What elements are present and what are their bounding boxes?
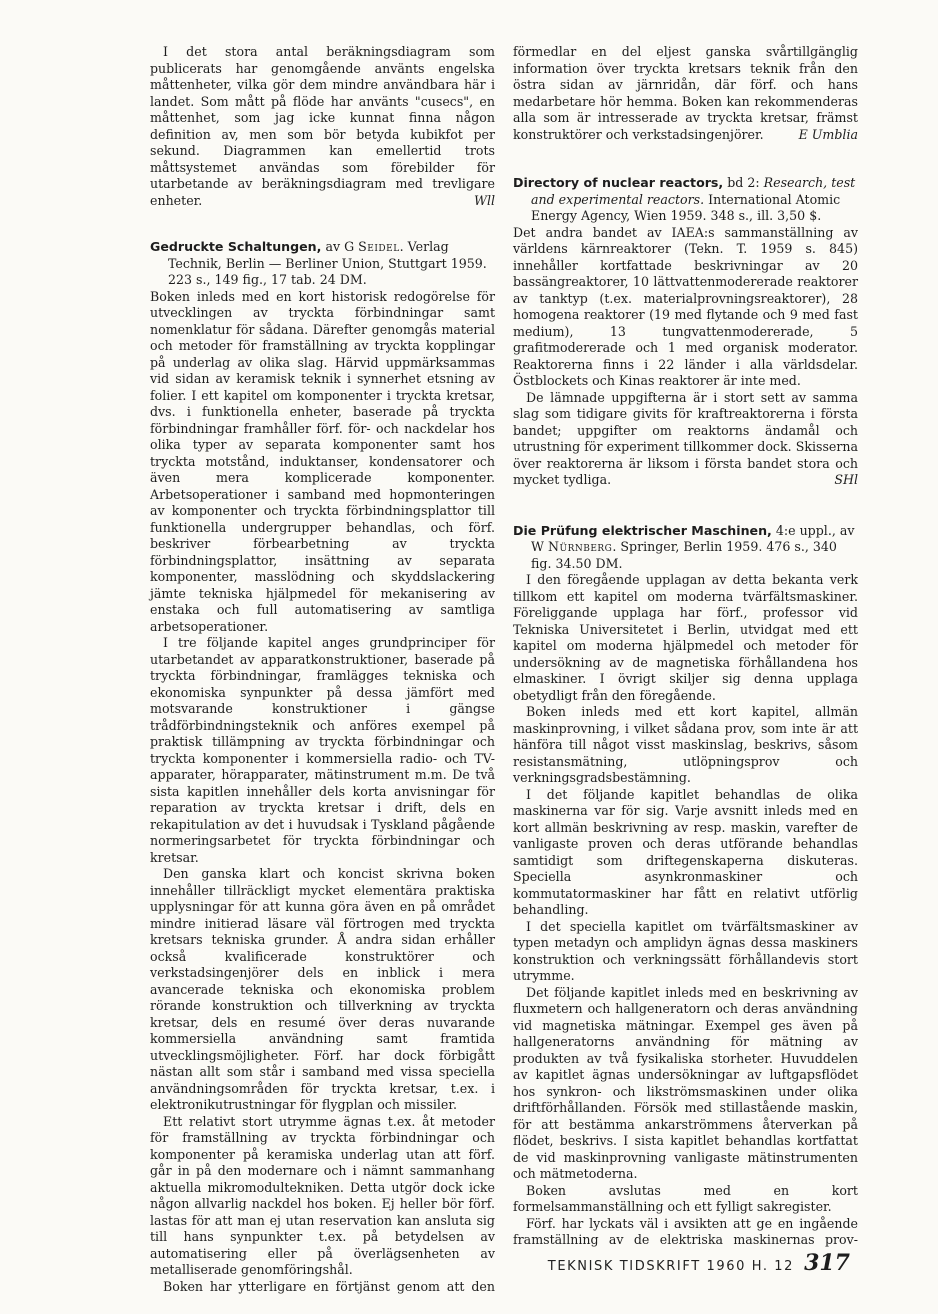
review-publication: International Atomic Energy Agency, Wien 1959. 348 s., ill. 3,50 $. (531, 191, 841, 223)
review-edition: 4:e uppl., av W (531, 522, 855, 554)
review-author: Seidel (358, 239, 400, 254)
journal-name: TEKNISK TIDSKRIFT 1960 H. 12 (547, 1259, 795, 1274)
continuation-signature: E Umblia (798, 126, 858, 142)
review-paragraph: Förf. har lyckats väl i avsikten att ge en ingående framställning av de elektriska maskinernas prov- (513, 1215, 858, 1247)
review-paragraph-text: De lämnade uppgifterna är i stort sett av samma slag som tidigare givits för kraftreaktorerna i första bandet; uppgifter om reaktorns ändamål och utrustning för experiment tillkommer dock. Skisserna över reaktorerna är liksom i första bandet stora och mycket tydliga. (513, 389, 858, 487)
review-paragraph: I det speciella kapitlet om tvärfältsmaskiner av typen metadyn och amplidyn ägnas dessa maskiners konstruktion och verkningssätt förhållandevis stort utrymme. (513, 918, 858, 983)
intro-paragraph-text: I det stora antal beräkningsdiagram som publicerats har genomgående använts engelska måttenheter, vilka gör dem mindre användbara här i landet. Som mått på flöde har använts "cusecs", en måttenhet, som jag icke kunnat finna någon definition av, men som bör betyda kubikfot per sekund. Diagrammen kan emellertid trots måttsystemet användas som förebilder för utarbetande av beräkningsdiagram med trevligare enheter. (150, 44, 495, 208)
review-paragraph: I tre följande kapitel anges grundprinciper för utarbetandet av apparatkonstruktioner, baserade på tryckta förbindningar, framlägges tekniska och ekonomiska synpunkter på dessa jämfört med motsvarande konstruktioner i gängse trådförbindningsteknik och anföres exempel på praktisk tillämpning av tryckta förbindningar och tryckta komponenter i kommersiella radio- och TV-apparater, hörapparater, mätinstrument m.m. De två sista kapitlen innehåller dels korta anvisningar för reparation av tryckta kretsar i drift, dels en rekapitulation av det i huvudsak i Tyskland pågående normeringsarbetet för tryckta förbindningar och kretsar. (150, 635, 495, 865)
review-paragraph: Boken inleds med en kort historisk redogörelse för utvecklingen av tryckta förbindningar samt nomenklatur för sådana. Därefter genomgås material och metoder för framställning av tryckta kopplingar på underlag av olika slag. Härvid uppmärksammas vid sidan av keramisk teknik i synnerhet etsning av folier. I ett kapitel om komponenter i tryckta kretsar, dvs. i funktionella enheter, baserade på tryckta förbindningar framhåller förf. för- och nackdelar hos olika typer av separata komponenter samt hos tryckta motstånd, induktanser, kondensatorer och även mera komplicerade komponenter. Arbetsoperationer i samband med hopmonteringen av komponenter och tryckta förbindningsplattor till funktionella undergrupper behandlas, och förf. beskriver förbearbetning av tryckta förbindningsplattor, insättning av separata komponenter, masslödning och skyddslackering jämte tekniska hjälpmedel för mekanisering av enstaka och full automatisering av samtliga arbetsoperationer. (150, 288, 495, 634)
left-column (150, 44, 495, 1295)
page-number: 317 (804, 1250, 850, 1276)
review-volume: bd 2: (727, 175, 760, 190)
intro-signature: Wll (474, 192, 495, 208)
review-publication: . Springer, Berlin 1959. 476 s., 340 fig. 34.50 DM. (531, 539, 837, 571)
review-paragraph: Det följande kapitlet inleds med en beskrivning av fluxmetern och hallgeneratorn och deras användning vid magnetiska mätningar. Exempel ges även på hallgeneratorns användning för mätning av produkten av två fysikaliska storheter. Huvuddelen av kapitlet ägnas undersökningar av luftgapsflödet hos synkron- och likströmsmaskinen under olika driftförhållanden. Försök med stillastående maskin, för att bestämma ankarströmmens återverkan på flödet, beskrivs. I sista kapitlet behandlas kortfattat de vid maskinprovning vanligaste mätinstrumenten och mätmetoderna. (513, 984, 858, 1181)
review-heading-pruefung (513, 523, 858, 573)
review-paragraph: I det följande kapitlet behandlas de olika maskinerna var för sig. Varje avsnitt inleds med en kort allmän beskrivning av resp. maskin, varefter de vanligaste proven och deras utförande behandlas samtidigt som driftegenskaperna diskuteras. Speciella asynkronmaskiner och kommutatormaskiner har fått en relativt utförlig behandling. (513, 786, 858, 917)
review-heading-gedruckte (150, 239, 495, 289)
review-paragraph: I den föregående upplagan av detta bekanta verk tillkom ett kapitel om moderna tvärfältsmaskiner. Föreliggande upplaga har förf., professor vid Tekniska Universitetet i Berlin, utvidgat med ett kapitel om moderna hjälpmedel och metoder för undersökning av de magnetiska förhållandena hos elmaskiner. I övrigt skiljer sig denna upplaga obetydligt från den föregående. (513, 572, 858, 703)
reactors-signature: SHl (834, 472, 858, 487)
intro-paragraph (150, 44, 495, 209)
continuation-text: förmedlar en del eljest ganska svårtillgänglig information över tryckta kretsars teknik från den östra sidan av järnridån, där förf. och hans medarbetare hör hemma. Boken kan rekommenderas alla som är intresserade av tryckta kretsar, främst konstruktörer och verkstadsingenjörer. (513, 44, 858, 142)
review-paragraph: Det andra bandet av IAEA:s sammanställning av världens kärnreaktorer (Tekn. T. 1959 s. 845) innehåller kortfattade beskrivningar av 20 bassängreaktorer, 10 lättvattenmodererade reaktorer av tanktyp (t.ex. materialprovningsreaktorer), 28 homogena reaktorer (19 med flytande och 9 med fast medium), 13 tungvattenmodererade, 5 grafitmodererade och 1 med organisk moderator. Reaktorerna finns i 22 länder i alla världsdelar. Östblockets och Kinas reaktorer är inte med. (513, 224, 858, 388)
review-title: Gedruckte Schaltungen, (150, 239, 322, 254)
review-author: Nürnberg (547, 539, 613, 554)
review-byline: av G (325, 239, 355, 254)
review-title: Die Prüfung elektrischer Maschinen, (513, 522, 772, 538)
review-paragraph: Boken har ytterligare en förtjänst genom att den (163, 1278, 495, 1294)
review-paragraph: Ett relativt stort utrymme ägnas t.ex. åt metoder för framställning av tryckta förbindningar och komponenter på keramiska underlag utan att förf. går in på den modernare och i nämnt sammanhang aktuella mikromodultekniken. Detta utgör dock icke någon allvarlig nackdel hos boken. Ej heller bör förf. lastas för att man ej utan reservation kan ansluta sig till hans synpunkter t.ex. på betydelsen av automatisering eller på överlägsenheten av metalliserade genomföringshål. (150, 1113, 495, 1277)
review-paragraph: Den ganska klart och koncist skrivna boken innehåller tillräckligt mycket elementära praktiska upplysningar för att kunna göra även en på området mindre initierad läsare väl förtrogen med tryckta kretsars tekniska grunder. Å andra sidan erhåller också kvalificerade konstruktörer och verkstadsingenjörer dels en inblick i mera avancerade tekniska och ekonomiska problem rörande konstruktion och tillverkning av tryckta kretsar, dels en resumé över deras nuvarande kommersiella användning samt framtida utvecklingsmöjligheter. Förf. har dock förbigått nästan allt som står i samband med vissa speciella användningsområden för tryckta kretsar, t.ex. i elektronikutrustningar för flygplan och missiler. (150, 866, 495, 1112)
review-paragraph: Boken inleds med ett kort kapitel, allmän maskinprovning, i vilket sådana prov, som inte är att hänföra till något visst maskinslag, beskrivs, såsom resistansmätning, utlöpningsprov och verkningsgradsbestämning. (513, 704, 858, 785)
review-publication: . Verlag Technik, Berlin — Berliner Union, Stuttgart 1959. 223 s., 149 fig., 17 tab. 24 DM. (168, 239, 487, 287)
review-subtitle: Research, test and experimental reactors. (531, 175, 856, 207)
right-column (513, 44, 858, 1249)
review-paragraph: Boken avslutas med en kort formelsammanställning och ett fylligt sakregister. (513, 1182, 858, 1214)
page-footer (548, 1250, 850, 1276)
review-paragraph (513, 390, 858, 489)
review-heading-reactors (513, 175, 858, 225)
review-title: Directory of nuclear reactors, (513, 175, 724, 190)
continuation-paragraph (513, 44, 858, 143)
